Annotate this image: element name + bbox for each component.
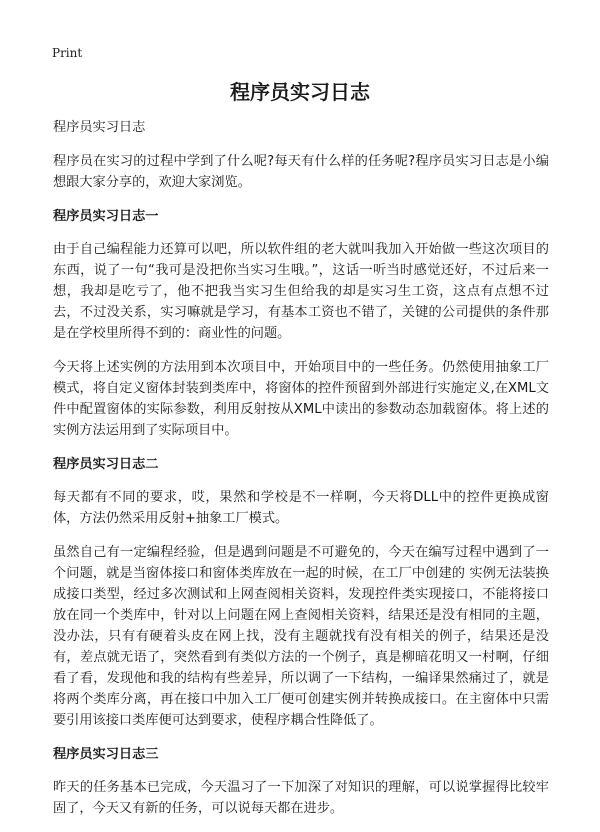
paragraph: 今天将上述实例的方法用到本次项目中，开始项目中的一些任务。仍然使用抽象工厂模式，将自定义窗体封装到类库中，将窗体的控件预留到外部进行实施定义,在XML文件中配置窗体的实际参数，利用反射按从XML中读出的参数动态加载窗体。将上述的实例方法运用到了实际项目中。 (53, 360, 549, 438)
page-title: 程序员实习日志 (230, 80, 370, 104)
section-heading: 程序员实习日志一 (53, 209, 159, 224)
paragraph: 昨天的任务基本已完成，今天温习了一下加深了对知识的理解，可以说掌握得比较牢固了，今天又有新的任务，可以说每天都在进步。 (53, 780, 549, 816)
section-heading: 程序员实习日志三 (53, 747, 159, 762)
section-heading: 程序员实习日志二 (53, 457, 159, 472)
section-2 (53, 454, 549, 731)
intro-paragraph: 程序员在实习的过程中学到了什么呢?每天有什么样的任务呢?程序员实习日志是小编想跟大家分享的，欢迎大家浏览。 (53, 154, 549, 190)
section-1 (53, 206, 549, 441)
paragraph: 虽然自己有一定编程经验，但是遇到问题是不可避免的，今天在编写过程中遇到了一个问题，就是当窗体接口和窗体类库放在一起的时候，在工厂中创建的 实例无法装换成接口类型，经过多次测试和上网查阅相关资料，发现控件类实现接口，不能将接口放在同一个类库中，针对以上问题在网上查阅相关资料，结果还是没有相同的主题，没办法，只有有硬着头皮在网上找，没有主题就找有没有相关的例子，结果还是没有，差点就无语了，突然看到有类似方法的一个例子，真是柳暗花明又一村啊，仔细看了看，发现他和我的结构有些差异，所以调了一下结构，一编译果然痛过了，就是将两个类库分离，再在接口中加入工厂便可创建实例并转换成接口。在主窗体中只需要引用该接口类库便可达到要求，使程序耦合性降低了。 (53, 545, 549, 728)
section-3 (53, 744, 549, 819)
article-body (53, 117, 549, 832)
paragraph: 由于自己编程能力还算可以吧，所以软件组的老大就叫我加入开始做一些这次项目的东西，说了一句“我可是没把你当实习生哦。”，这话一听当时感觉还好，不过后来一想，我却是吃亏了，他不把我当实习生但给我的却是实习生工资，这点有点想不过去，不过没关系，实习嘛就是学习，有基本工资也不错了，关键的公司提供的条件那是在学校里所得不到的：商业性的问题。 (53, 242, 549, 341)
article-subtitle: 程序员实习日志 (53, 120, 146, 135)
paragraph: 每天都有不同的要求，哎，果然和学校是不一样啊，今天将DLL中的控件更换成窗体，方法仍然采用反射+抽象工厂模式。 (53, 490, 549, 526)
print-link[interactable]: Print (52, 46, 83, 60)
